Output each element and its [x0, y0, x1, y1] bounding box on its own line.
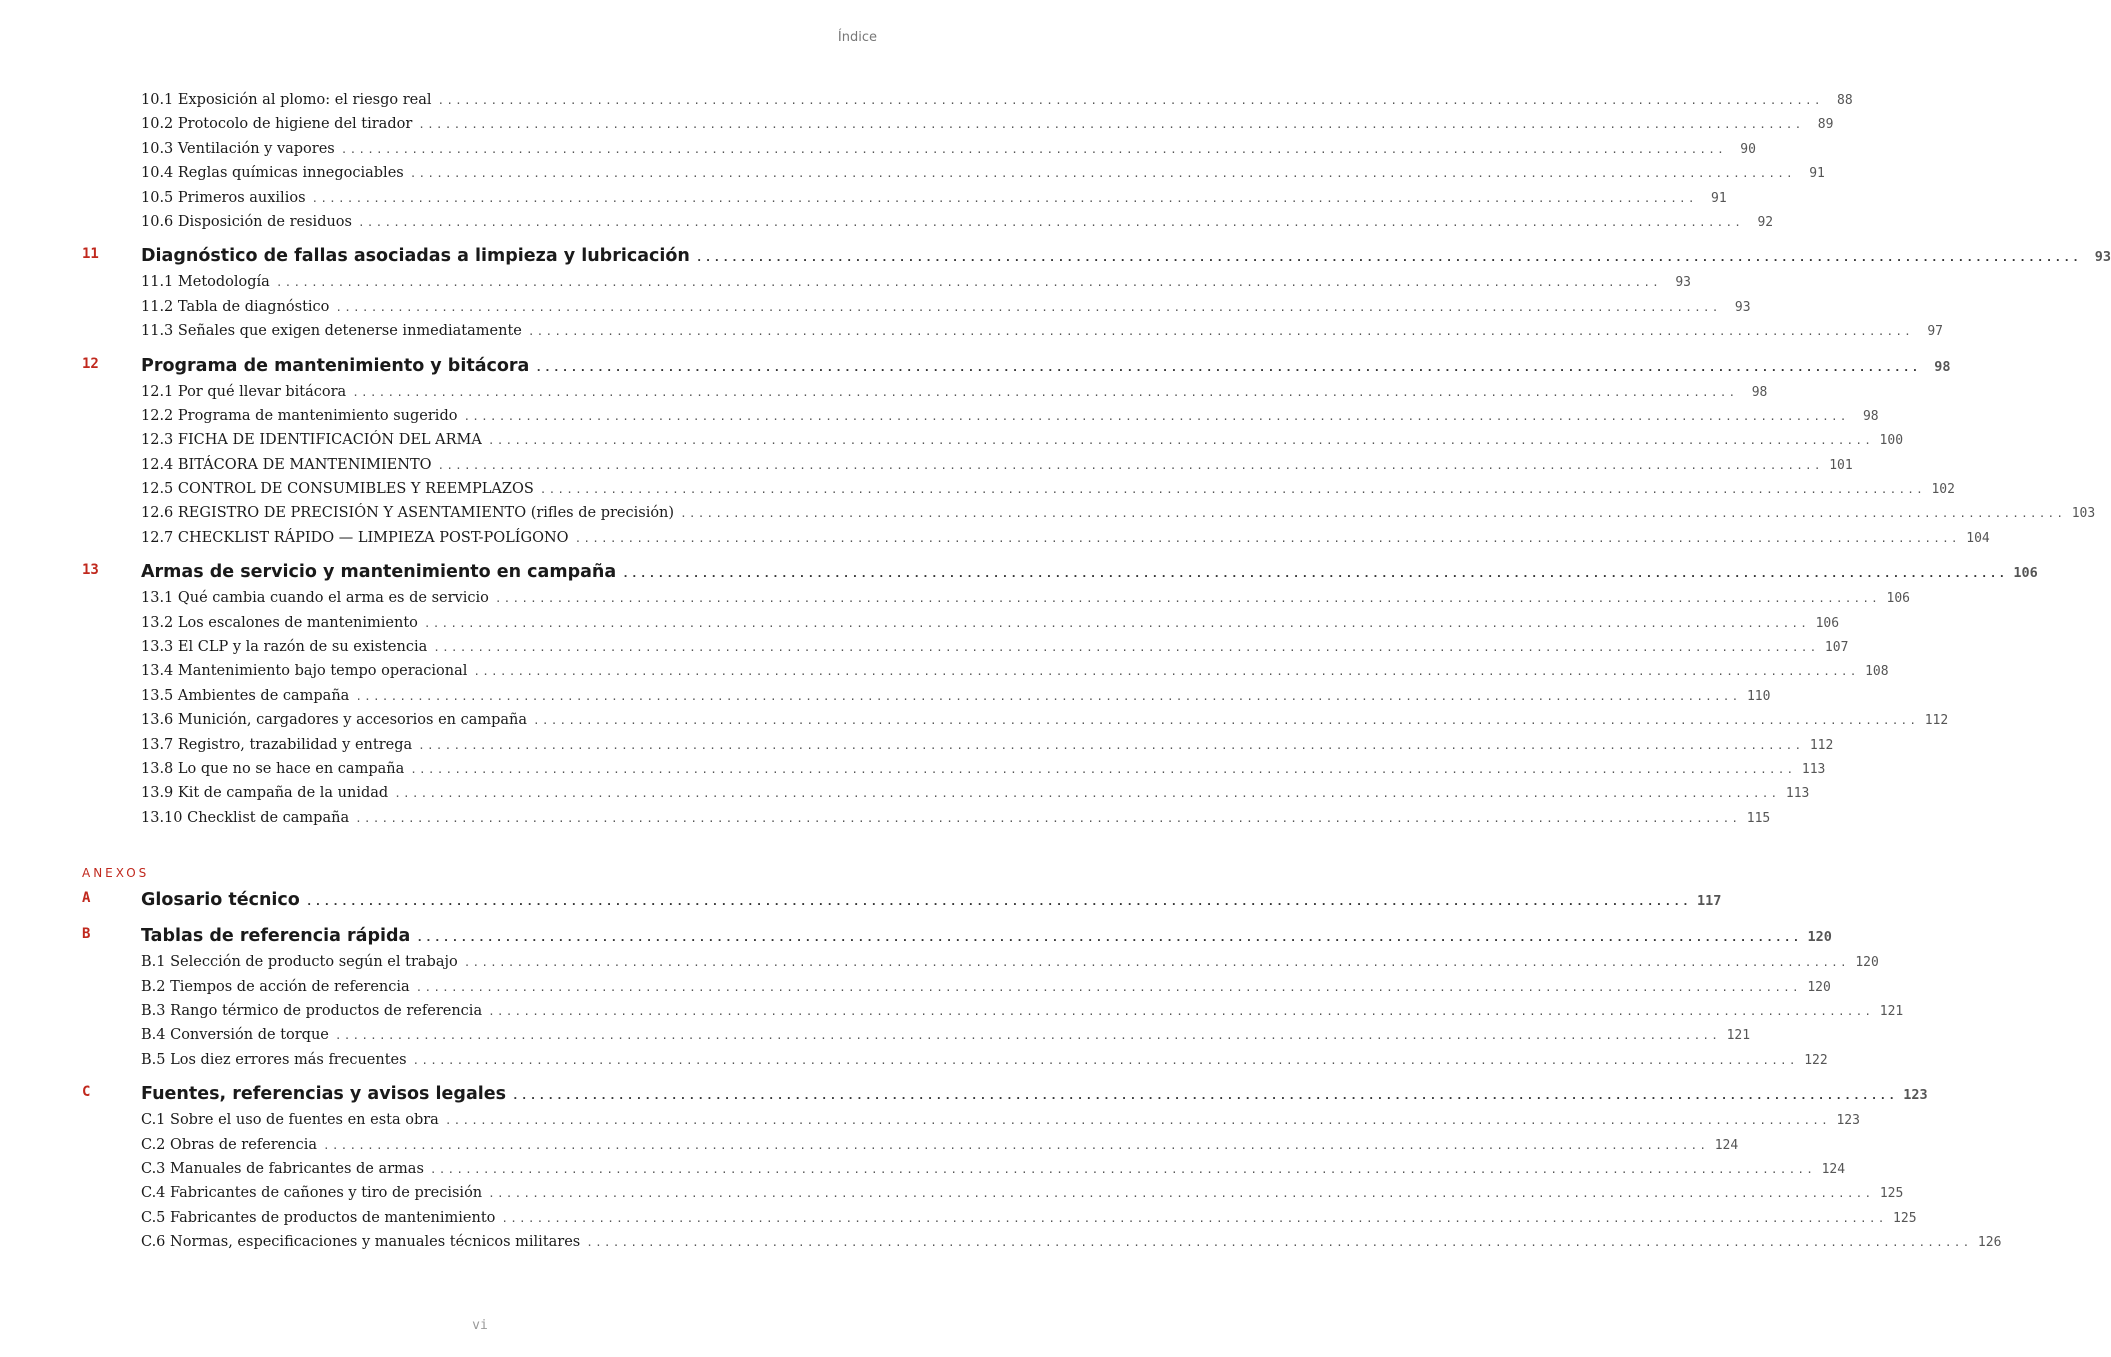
toc-entry-page: 91: [1809, 166, 1825, 182]
toc-entry-page: 97: [1927, 324, 1944, 340]
toc-entry[interactable]: [82, 323, 1944, 347]
toc-entry[interactable]: [82, 1112, 1860, 1136]
dot-leader: .............................................................................................................................................................: [695, 251, 2082, 265]
toc-entry-title: 13.10 Checklist de campaña: [141, 809, 350, 826]
toc-entry[interactable]: [82, 456, 1853, 481]
toc-entry[interactable]: [82, 1185, 1904, 1209]
dot-leader: .............................................................................................................................................................: [416, 931, 1802, 945]
toc-chapter-13[interactable]: [82, 562, 2038, 590]
chapter-page: 93: [2094, 249, 2111, 266]
toc-entry-page: 113: [1801, 761, 1826, 777]
toc-entry-page: 123: [1836, 1113, 1860, 1129]
toc-entry-page: 125: [1879, 1186, 1904, 1202]
toc-entry[interactable]: [82, 1234, 2002, 1258]
toc-entry[interactable]: [82, 712, 1949, 736]
dot-leader: .............................................................................................................................................................: [533, 714, 1919, 728]
toc-entry[interactable]: [82, 639, 1849, 663]
toc-entry[interactable]: [82, 1136, 1739, 1161]
toc-entry-page: 107: [1824, 640, 1849, 656]
toc-entry[interactable]: [82, 590, 1911, 614]
toc-entry-title: 12.3 FICHA DE IDENTIFICACIÓN DEL ARMA: [141, 432, 482, 449]
dot-leader: .............................................................................................................................................................: [494, 592, 1881, 606]
dot-leader: .............................................................................................................................................................: [444, 1114, 1830, 1128]
toc-entry-page: 125: [1893, 1210, 1917, 1226]
annex-letter: B: [82, 926, 91, 943]
toc-entry[interactable]: [82, 663, 1889, 687]
toc-chapter-11[interactable]: [82, 246, 2111, 274]
toc-entry-title: 10.5 Primeros auxilios: [141, 189, 306, 206]
dot-leader: .............................................................................................................................................................: [275, 276, 1661, 290]
dot-leader: .............................................................................................................................................................: [437, 458, 1823, 472]
dot-leader: .............................................................................................................................................................: [340, 142, 1726, 156]
toc-entry[interactable]: [82, 274, 1691, 298]
dot-leader: .............................................................................................................................................................: [463, 956, 1849, 970]
toc-entry-page: 106: [1815, 615, 1840, 631]
toc-entry-title: 13.4 Mantenimiento bajo tempo operacional: [141, 663, 468, 680]
toc-entry[interactable]: [82, 1160, 1846, 1185]
toc-entry-title: C.1 Sobre el uso de fuentes en esta obra: [141, 1112, 439, 1129]
dot-leader: .............................................................................................................................................................: [586, 1236, 1972, 1250]
dot-leader: .............................................................................................................................................................: [488, 1004, 1874, 1018]
dot-leader: .............................................................................................................................................................: [323, 1138, 1709, 1152]
toc-entry[interactable]: [82, 1027, 1751, 1051]
annex-title: Fuentes, referencias y avisos legales: [141, 1084, 507, 1105]
toc-entry[interactable]: [82, 298, 1751, 323]
dot-leader: .............................................................................................................................................................: [488, 1187, 1874, 1201]
toc-entry-page: 104: [1966, 530, 1990, 546]
toc-entry-title: 13.8 Lo que no se hace en campaña: [141, 760, 405, 777]
dot-leader: .............................................................................................................................................................: [574, 531, 1960, 545]
dot-leader: .............................................................................................................................................................: [410, 762, 1796, 776]
annex-letter: A: [82, 890, 91, 907]
dot-leader: .............................................................................................................................................................: [335, 300, 1721, 314]
toc-entry[interactable]: [82, 785, 1810, 809]
toc-entry[interactable]: [82, 1051, 1828, 1076]
toc-entry-page: 112: [1924, 713, 1949, 729]
toc-entry-page: 101: [1829, 457, 1853, 473]
toc-entry-page: 120: [1855, 955, 1879, 971]
toc-entry-page: 124: [1821, 1161, 1846, 1177]
toc-entry-page: 100: [1879, 433, 1904, 449]
toc-entry-page: 98: [1862, 408, 1879, 424]
toc-annex-c[interactable]: [82, 1084, 1928, 1112]
dot-leader: .............................................................................................................................................................: [535, 360, 1921, 374]
toc-entry-title: 10.2 Protocolo de higiene del tirador: [141, 116, 413, 133]
annex-letter: C: [82, 1084, 91, 1101]
toc-entry-title: C.3 Manuales de fabricantes de armas: [141, 1160, 424, 1177]
annex-page: 117: [1696, 893, 1722, 910]
dot-leader: .............................................................................................................................................................: [355, 689, 1741, 703]
toc-entry-page: 103: [2071, 506, 2096, 522]
toc-entry-page: 108: [1865, 664, 1889, 680]
toc-entry-title: 10.1 Exposición al plomo: el riesgo real: [141, 92, 432, 108]
annex-page: 123: [1903, 1087, 1928, 1104]
dot-leader: .............................................................................................................................................................: [539, 483, 1925, 497]
toc-entry-title: 13.2 Los escalones de mantenimiento: [141, 614, 418, 631]
toc-entry-title: 10.6 Disposición de residuos: [141, 213, 352, 230]
toc-entry-page: 93: [1675, 275, 1691, 291]
toc-entry[interactable]: [82, 1002, 1904, 1027]
chapter-number: 12: [82, 355, 99, 372]
dot-leader: .............................................................................................................................................................: [334, 1029, 1721, 1043]
anexos-heading: ANEXOS: [82, 866, 150, 881]
dot-leader: .............................................................................................................................................................: [418, 738, 1804, 752]
toc-entry-title: 11.1 Metodología: [141, 274, 270, 291]
toc-entry-title: 13.3 El CLP y la razón de su existencia: [141, 639, 428, 656]
toc-entry[interactable]: [82, 529, 1990, 554]
toc-entry-title: 13.6 Munición, cargadores y accesorios en campaña: [141, 712, 528, 729]
toc-entry-title: B.1 Selección de producto según el trabajo: [141, 954, 458, 971]
toc-entry-title: C.6 Normas, especificaciones y manuales técnicos militares: [141, 1234, 581, 1251]
toc-entry-title: B.2 Tiempos de acción de referencia: [141, 978, 410, 995]
dot-leader: .............................................................................................................................................................: [355, 811, 1741, 825]
toc-entry[interactable]: [82, 189, 1727, 214]
toc-entry-page: 93: [1734, 299, 1751, 315]
annex-page: 120: [1807, 929, 1832, 946]
chapter-title: Armas de servicio y mantenimiento en campaña: [141, 562, 617, 583]
dot-leader: .............................................................................................................................................................: [433, 641, 1819, 655]
dot-leader: .............................................................................................................................................................: [473, 665, 1859, 679]
chapter-page: 106: [2013, 565, 2038, 582]
annex-title: Tablas de referencia rápida: [141, 926, 411, 947]
toc-entry-page: 88: [1837, 93, 1853, 108]
toc-entry[interactable]: [82, 954, 1879, 978]
dot-leader: .............................................................................................................................................................: [418, 118, 1804, 132]
toc-entry-page: 115: [1746, 810, 1771, 826]
dot-leader: .............................................................................................................................................................: [429, 1162, 1816, 1176]
dot-leader: .............................................................................................................................................................: [487, 434, 1874, 448]
toc-chapter-12[interactable]: [82, 355, 1951, 384]
toc-entry[interactable]: [82, 116, 1834, 140]
toc-entry-page: 91: [1711, 190, 1727, 206]
toc-entry-title: C.5 Fabricantes de productos de mantenimiento: [141, 1209, 496, 1226]
dot-leader: .............................................................................................................................................................: [305, 895, 1691, 909]
toc-entry[interactable]: [82, 92, 1853, 116]
toc-entry[interactable]: [82, 481, 1955, 505]
toc-annex-b[interactable]: [82, 926, 1832, 954]
toc-entry-title: 11.2 Tabla de diagnóstico: [141, 298, 330, 315]
dot-leader: .............................................................................................................................................................: [512, 1089, 1898, 1103]
toc-entry[interactable]: [82, 165, 1825, 189]
toc-entry-page: 110: [1746, 688, 1771, 704]
dot-leader: .............................................................................................................................................................: [622, 567, 2008, 581]
toc-entry-page: 121: [1726, 1028, 1751, 1044]
toc-entry-page: 112: [1809, 737, 1834, 753]
toc-entry[interactable]: [82, 687, 1771, 712]
chapter-title: Diagnóstico de fallas asociadas a limpieza y lubricación: [141, 246, 690, 267]
dot-leader: .............................................................................................................................................................: [394, 787, 1780, 801]
chapter-page: 98: [1934, 358, 1951, 375]
toc-entry-page: 122: [1804, 1052, 1828, 1068]
dot-leader: .............................................................................................................................................................: [412, 1053, 1798, 1067]
toc-entry-title: 12.2 Programa de mantenimiento sugerido: [141, 407, 458, 424]
chapter-title: Programa de mantenimiento y bitácora: [141, 355, 530, 376]
toc-entry[interactable]: [82, 1209, 1917, 1234]
toc-entry-page: 89: [1817, 117, 1834, 133]
toc-entry-page: 126: [1977, 1235, 2002, 1251]
toc-entry-title: 12.6 REGISTRO DE PRECISIÓN Y ASENTAMIENTO (rifles de precisión): [141, 505, 675, 522]
page-folio: vi: [472, 1318, 488, 1333]
toc-entry-title: B.3 Rango térmico de productos de referencia: [141, 1002, 483, 1019]
toc-entry-page: 90: [1740, 141, 1756, 157]
toc-entry-page: 120: [1807, 979, 1831, 995]
toc-entry-title: C.2 Obras de referencia: [141, 1136, 318, 1153]
toc-entry-title: 12.5 CONTROL DE CONSUMIBLES Y REEMPLAZOS: [141, 481, 534, 498]
dot-leader: .............................................................................................................................................................: [311, 191, 1697, 205]
dot-leader: .............................................................................................................................................................: [352, 385, 1738, 399]
dot-leader: .............................................................................................................................................................: [680, 507, 2066, 521]
annex-title: Glosario técnico: [141, 890, 300, 911]
toc-entry[interactable]: [82, 505, 2096, 529]
toc-entry-page: 124: [1714, 1137, 1739, 1153]
dot-leader: .............................................................................................................................................................: [415, 980, 1801, 994]
toc-entry-title: 13.1 Qué cambia cuando el arma es de servicio: [141, 590, 489, 607]
toc-entry-title: 13.5 Ambientes de campaña: [141, 687, 350, 704]
running-head: Índice: [837, 30, 877, 45]
toc-entry-page: 92: [1757, 214, 1774, 230]
toc-entry-page: 113: [1785, 786, 1810, 802]
toc-entry[interactable]: [82, 432, 1904, 456]
toc-entry-title: 12.4 BITÁCORA DE MANTENIMIENTO: [141, 456, 432, 473]
dot-leader: .............................................................................................................................................................: [409, 167, 1795, 181]
chapter-number: 13: [82, 562, 99, 579]
toc-annex-a[interactable]: [82, 890, 1722, 918]
toc-entry-title: 13.7 Registro, trazabilidad y entrega: [141, 736, 413, 753]
toc-entry-title: 11.3 Señales que exigen detenerse inmediatamente: [141, 323, 522, 340]
dot-leader: .............................................................................................................................................................: [463, 409, 1849, 423]
toc-entry-title: B.4 Conversión de torque: [141, 1027, 329, 1044]
toc-entry[interactable]: [82, 383, 1768, 408]
dot-leader: .............................................................................................................................................................: [423, 616, 1810, 630]
chapter-number: 11: [82, 246, 99, 263]
toc-entry-title: 10.3 Ventilación y vapores: [141, 140, 335, 157]
toc-entry[interactable]: [82, 760, 1826, 785]
toc-entry-title: B.5 Los diez errores más frecuentes: [141, 1051, 407, 1068]
toc-entry[interactable]: [82, 809, 1771, 834]
toc-entry[interactable]: [82, 140, 1756, 165]
toc-entry-title: 10.4 Reglas químicas innegociables: [141, 165, 404, 182]
dot-leader: .............................................................................................................................................................: [501, 1211, 1887, 1225]
toc-entry-title: 12.7 CHECKLIST RÁPIDO — LIMPIEZA POST-POLÍGONO: [141, 529, 569, 546]
toc-entry[interactable]: [82, 407, 1879, 432]
toc-entry-page: 102: [1931, 482, 1955, 498]
toc-entry-title: 13.9 Kit de campaña de la unidad: [141, 785, 389, 802]
toc-entry[interactable]: [82, 736, 1834, 761]
dot-leader: .............................................................................................................................................................: [357, 215, 1744, 229]
toc-entry-page: 98: [1751, 384, 1768, 400]
toc-entry[interactable]: [82, 978, 1831, 1003]
toc-entry[interactable]: [82, 213, 1774, 238]
dot-leader: .............................................................................................................................................................: [437, 94, 1823, 107]
toc-entry[interactable]: [82, 614, 1840, 639]
table-of-contents: [82, 92, 2111, 1258]
dot-leader: .............................................................................................................................................................: [527, 325, 1914, 339]
toc-entry-page: 121: [1879, 1003, 1904, 1019]
toc-entry-title: 12.1 Por qué llevar bitácora: [141, 383, 347, 400]
toc-entry-title: C.4 Fabricantes de cañones y tiro de precisión: [141, 1185, 483, 1202]
toc-entry-page: 106: [1886, 591, 1911, 607]
